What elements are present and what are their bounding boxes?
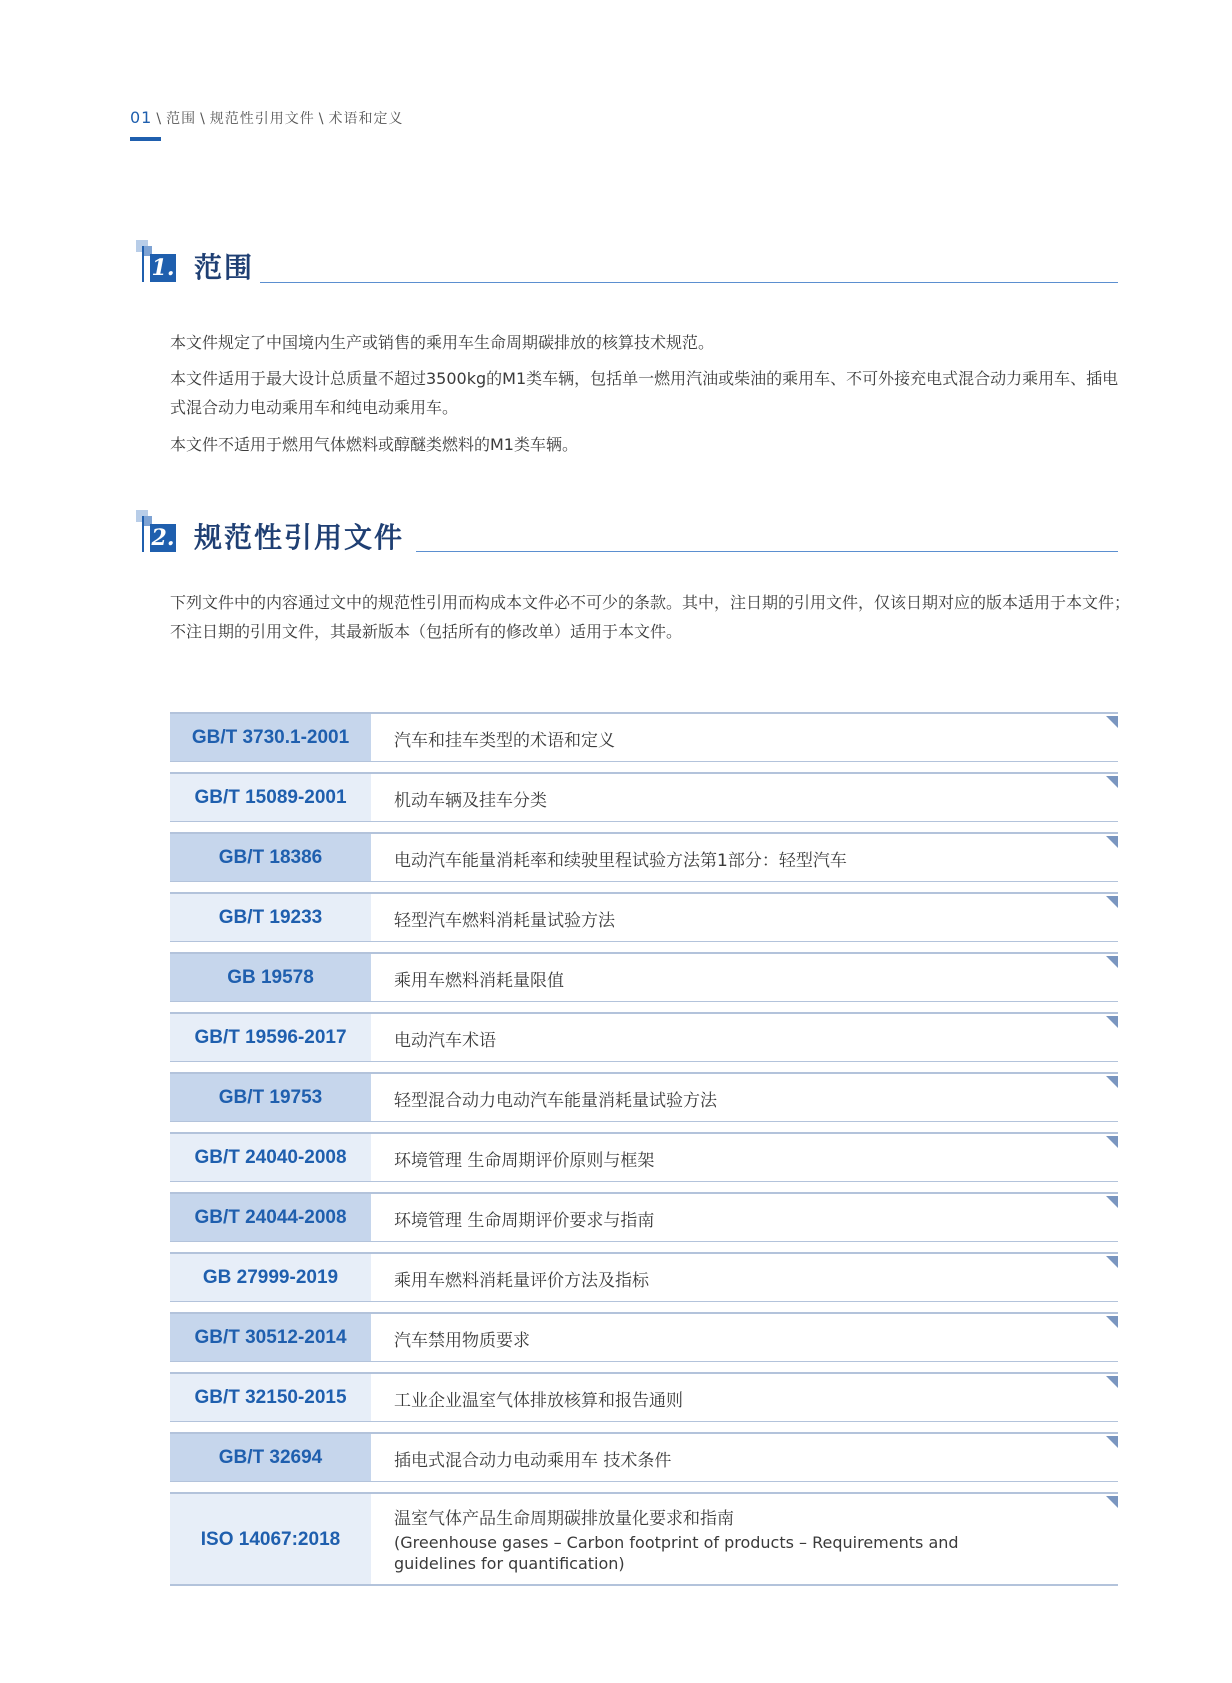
reference-title: 轻型汽车燃料消耗量试验方法: [394, 910, 615, 931]
breadcrumb-separator: \: [156, 111, 163, 127]
reference-code: GB/T 19753: [170, 1074, 371, 1122]
section-number: 1.: [151, 255, 175, 281]
reference-code: GB/T 19596-2017: [170, 1014, 371, 1062]
reference-title: 插电式混合动力电动乘用车 技术条件: [394, 1450, 672, 1471]
table-row: [170, 1132, 1118, 1182]
corner-triangle-icon: [1106, 1436, 1118, 1448]
corner-triangle-icon: [1106, 1136, 1118, 1148]
reference-title: 电动汽车能量消耗率和续驶里程试验方法第1部分：轻型汽车: [394, 850, 847, 871]
table-row: [170, 772, 1118, 822]
reference-title: 乘用车燃料消耗量限值: [394, 970, 564, 991]
table-row: [170, 952, 1118, 1002]
section-title: 规范性引用文件: [194, 521, 405, 554]
reference-title: 环境管理 生命周期评价原则与框架: [394, 1150, 655, 1171]
reference-code: GB 27999-2019: [170, 1254, 371, 1302]
reference-code: GB/T 19233: [170, 894, 371, 942]
corner-triangle-icon: [1106, 896, 1118, 908]
corner-triangle-icon: [1106, 956, 1118, 968]
reference-code: GB/T 24044-2008: [170, 1194, 371, 1242]
section-number: 2.: [151, 525, 175, 551]
breadcrumb-number: 01: [130, 108, 153, 127]
paragraph: 下列文件中的内容通过文中的规范性引用而构成本文件必不可少的条款。其中，注日期的引用文件，仅该日期对应的版本适用于本文件；不注日期的引用文件，其最新版本（包括所有的修改单）适用于本文件。: [170, 593, 1131, 641]
breadcrumb: [130, 108, 404, 128]
breadcrumb-underline: [130, 137, 161, 141]
section-divider: [416, 551, 1118, 552]
reference-title: 轻型混合动力电动汽车能量消耗量试验方法: [394, 1090, 717, 1111]
section-divider: [260, 282, 1118, 283]
reference-subtitle: (Greenhouse gases – Carbon footprint of products – Requirements and guidelines for quantification): [394, 1533, 959, 1573]
table-row: [170, 832, 1118, 882]
reference-code: GB/T 32150-2015: [170, 1374, 371, 1422]
corner-triangle-icon: [1106, 836, 1118, 848]
table-row: [170, 1492, 1118, 1586]
table-row: [170, 1372, 1118, 1422]
section-number-icon: [136, 240, 178, 284]
reference-code: GB/T 30512-2014: [170, 1314, 371, 1362]
table-row: [170, 1192, 1118, 1242]
reference-code: GB/T 3730.1-2001: [170, 714, 371, 762]
table-row: [170, 1252, 1118, 1302]
section-number-icon: [136, 510, 178, 554]
reference-code: GB/T 32694: [170, 1434, 371, 1482]
breadcrumb-separator: \: [318, 111, 325, 127]
reference-title: 乘用车燃料消耗量评价方法及指标: [394, 1270, 649, 1291]
paragraph: 本文件规定了中国境内生产或销售的乘用车生命周期碳排放的核算技术规范。: [170, 333, 715, 352]
section-title: 范围: [194, 251, 255, 284]
corner-triangle-icon: [1106, 1496, 1118, 1508]
corner-triangle-icon: [1106, 1376, 1118, 1388]
reference-code: GB 19578: [170, 954, 371, 1002]
table-row: [170, 1072, 1118, 1122]
reference-title: 汽车和挂车类型的术语和定义: [394, 730, 615, 751]
reference-title: 机动车辆及挂车分类: [394, 790, 547, 811]
reference-title: 温室气体产品生命周期碳排放量化要求和指南: [394, 1509, 734, 1529]
breadcrumb-separator: \: [200, 111, 206, 127]
paragraph: 本文件不适用于燃用气体燃料或醇醚类燃料的M1类车辆。: [170, 435, 578, 454]
corner-triangle-icon: [1106, 1016, 1118, 1028]
breadcrumb-item-references[interactable]: 规范性引用文件: [209, 111, 315, 127]
breadcrumb-item-scope[interactable]: 范围: [166, 111, 197, 127]
table-row: [170, 1432, 1118, 1482]
reference-code: GB/T 18386: [170, 834, 371, 882]
corner-triangle-icon: [1106, 1196, 1118, 1208]
table-row: [170, 1012, 1118, 1062]
reference-code: ISO 14067:2018: [170, 1494, 371, 1586]
reference-title: 环境管理 生命周期评价要求与指南: [394, 1210, 655, 1231]
paragraph: 本文件适用于最大设计总质量不超过3500kg的M1类车辆，包括单一燃用汽油或柴油的乘用车、不可外接充电式混合动力乘用车、插电式混合动力电动乘用车和纯电动乘用车。: [170, 369, 1119, 417]
table-row: [170, 1312, 1118, 1362]
reference-table: [170, 712, 1118, 1586]
reference-title: 工业企业温室气体排放核算和报告通则: [394, 1390, 683, 1411]
corner-triangle-icon: [1106, 1316, 1118, 1328]
corner-triangle-icon: [1106, 776, 1118, 788]
reference-title: 电动汽车术语: [394, 1030, 496, 1051]
reference-code: GB/T 24040-2008: [170, 1134, 371, 1182]
corner-triangle-icon: [1106, 716, 1118, 728]
reference-code: GB/T 15089-2001: [170, 774, 371, 822]
reference-title: 汽车禁用物质要求: [394, 1330, 530, 1351]
section-heading-references: [136, 510, 1118, 560]
corner-triangle-icon: [1106, 1076, 1118, 1088]
breadcrumb-item-terms[interactable]: 术语和定义: [328, 111, 404, 127]
table-row: [170, 892, 1118, 942]
table-row: [170, 712, 1118, 762]
corner-triangle-icon: [1106, 1256, 1118, 1268]
